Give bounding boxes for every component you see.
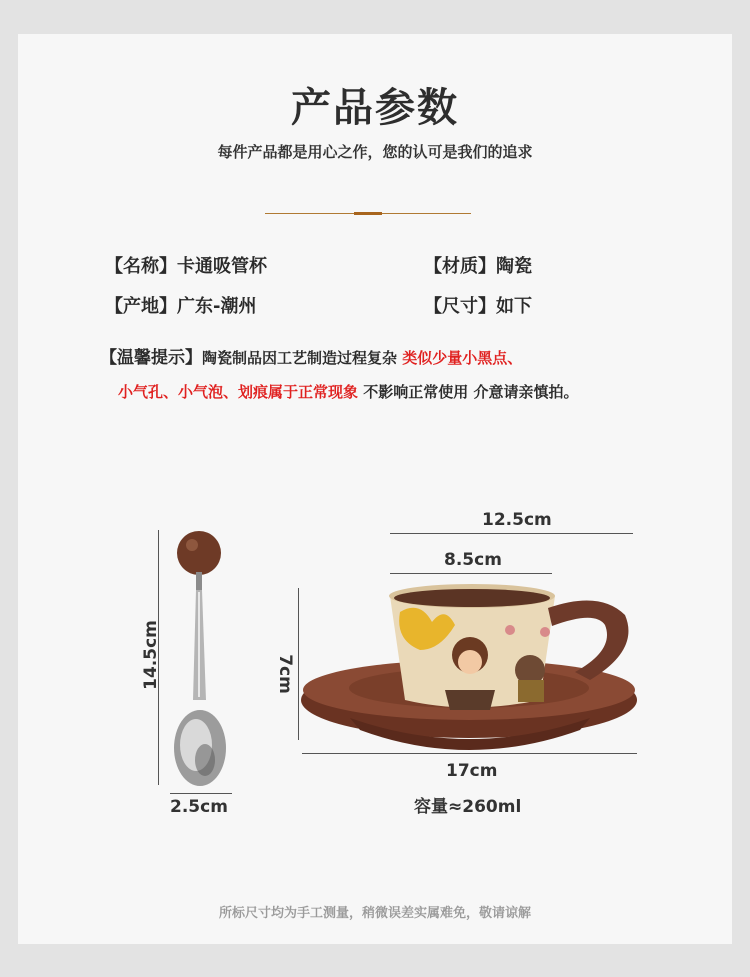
spec-origin: 【产地】广东-潮州 [105, 296, 257, 317]
capacity-label: 容量≈260ml [414, 797, 522, 817]
spec-size: 【尺寸】如下 [424, 296, 532, 317]
spec-material: 【材质】陶瓷 [424, 256, 532, 277]
tip-text-2: 不影响正常使用 介意请亲慎拍。 [363, 383, 579, 401]
spoon-length-label: 14.5cm [140, 620, 161, 690]
cup-height-label: 7cm [274, 654, 295, 694]
cup-outer-width-label: 12.5cm [482, 510, 552, 530]
tip-warning-2: 小气孔、小气泡、划痕属于正常现象 [118, 383, 359, 401]
saucer-width-line [302, 753, 637, 754]
tip-text-1: 陶瓷制品因工艺制造过程复杂 [202, 349, 398, 367]
cup-body-width-label: 8.5cm [444, 550, 502, 570]
footer-note: 所标尺寸均为手工测量，稍微误差实属难免，敬请谅解 [218, 906, 531, 921]
tip-warning-1: 类似少量小黑点、 [402, 349, 523, 367]
cup-height-line [298, 588, 299, 740]
saucer-width-label: 17cm [446, 761, 498, 781]
tip-label: 【温馨提示】 [100, 348, 202, 368]
spec-name: 【名称】卡通吸管杯 [105, 256, 267, 277]
spoon-width-line [170, 793, 232, 794]
page-subtitle: 每件产品都是用心之作，您的认可是我们的追求 [217, 143, 533, 161]
spoon-width-label: 2.5cm [170, 797, 228, 817]
cup-outer-width-line [390, 533, 633, 534]
cup-body-width-line [390, 573, 552, 574]
spoon-image [174, 531, 226, 786]
page-title: 产品参数 [291, 85, 459, 131]
